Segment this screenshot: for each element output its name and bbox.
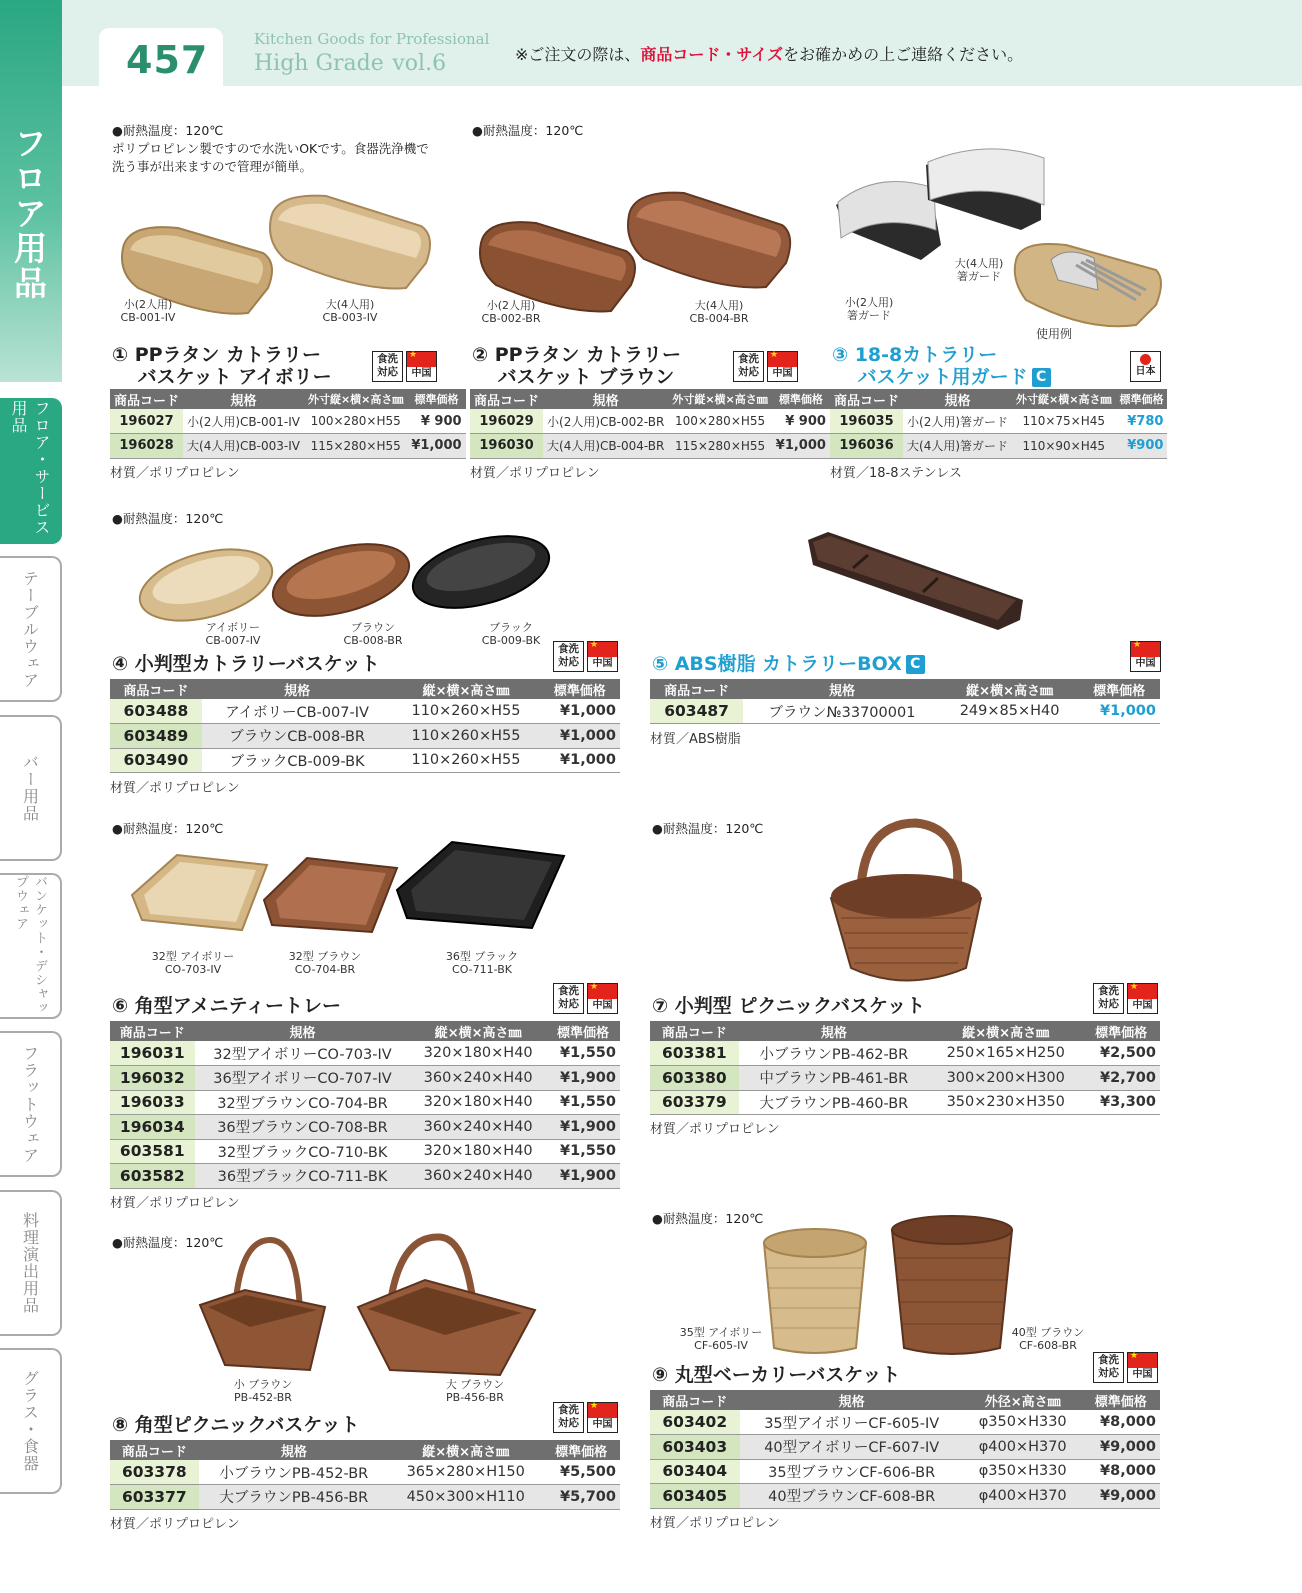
size: 100×280×H55	[668, 409, 771, 434]
price: ¥ 900	[407, 409, 465, 434]
japan-flag-icon	[1130, 351, 1161, 382]
price: ¥8,000	[1082, 1459, 1160, 1484]
product-4-note: ●耐熱温度：120℃	[112, 511, 224, 526]
table-row	[110, 748, 620, 773]
table-row	[650, 1459, 1160, 1484]
brand-vol: vol.6	[392, 51, 447, 76]
product-code: 603582	[110, 1164, 195, 1189]
origin-label: 中国	[592, 1000, 613, 1011]
col-price: 標準価格	[546, 1021, 620, 1041]
brand-subtitle: Kitchen Goods for Professional	[254, 30, 490, 48]
sidebar-tab-banquet[interactable]	[0, 873, 62, 1019]
col-code: 商品コード	[110, 1440, 199, 1460]
col-spec: 規格	[202, 679, 393, 699]
spec: ブラウン№33700001	[743, 699, 941, 724]
col-spec: 規格	[743, 679, 941, 699]
col-spec: 規格	[739, 1021, 929, 1041]
product-4-caption-ivory: アイボリー CB-007-IV	[205, 621, 261, 647]
col-code: 商品コード	[650, 1390, 740, 1410]
dishwasher-badge: 食洗 対応	[1093, 1352, 1124, 1383]
product-4-caption-black: ブラック CB-009-BK	[481, 621, 541, 647]
table-row	[110, 1066, 620, 1091]
product-1-caption-large: 大(4人用) CB-003-IV	[322, 298, 378, 324]
spec: 36型ブラウンCO-708-BR	[195, 1115, 411, 1140]
product-code: 603402	[650, 1410, 740, 1435]
size: 110×90×H45	[1012, 434, 1115, 459]
product-7-image	[826, 818, 986, 988]
table-row	[650, 1041, 1160, 1066]
spec: 36型アイボリーCO-707-IV	[195, 1066, 411, 1091]
table-row	[650, 1090, 1160, 1115]
page-number: 457	[126, 38, 209, 82]
product-code: 603490	[110, 748, 202, 773]
origin-label: 中国	[592, 658, 613, 669]
product-6-table	[110, 1021, 620, 1189]
col-spec: 規格	[183, 389, 304, 409]
product-7-note: ●耐熱温度：120℃	[652, 821, 764, 836]
spec: 36型ブラックCO-711-BK	[195, 1164, 411, 1189]
origin-label: 中国	[1132, 1000, 1153, 1011]
spec: 40型アイボリーCF-607-IV	[740, 1435, 964, 1460]
product-code: 603380	[650, 1066, 739, 1091]
product-3-material: 材質／18-8ステンレス	[830, 466, 962, 481]
sidebar-tab-label: グラス・食器	[20, 1370, 40, 1472]
product-code: 603405	[650, 1484, 740, 1509]
table-row	[110, 1041, 620, 1066]
dishwasher-badge: 食洗 対応	[553, 641, 584, 672]
product-5-image	[808, 530, 1028, 630]
price: ¥5,500	[542, 1460, 620, 1485]
product-6-image	[132, 840, 572, 950]
size: 110×75×H45	[1012, 409, 1115, 434]
spec: 32型ブラウンCO-704-BR	[195, 1090, 411, 1115]
brand-main: High Grade	[254, 51, 384, 76]
sidebar-tab-label: バンケット・デシャップウェア	[13, 875, 47, 1015]
price: ¥900	[1115, 434, 1167, 459]
col-spec: 規格	[543, 389, 668, 409]
product-code: 196029	[470, 409, 543, 434]
sidebar-category-title: フロア用品	[9, 126, 48, 301]
size: φ400×H370	[964, 1484, 1082, 1509]
product-7-material: 材質／ポリプロピレン	[650, 1122, 780, 1137]
product-1-title: ① PPラタン カトラリー バスケット アイボリー	[112, 344, 332, 388]
china-flag-icon	[1130, 641, 1161, 672]
size: 360×240×H40	[410, 1115, 545, 1140]
col-size: 縦×横×高さ㎜	[389, 1440, 542, 1460]
product-code: 196030	[470, 434, 543, 459]
spec: 小(2人用)CB-001-IV	[183, 409, 304, 434]
table-row	[830, 409, 1167, 434]
spec: ブラックCB-009-BK	[202, 748, 393, 773]
col-code: 商品コード	[650, 1021, 739, 1041]
price: ¥1,900	[546, 1066, 620, 1091]
price: ¥2,700	[1082, 1066, 1160, 1091]
dishwasher-badge: 食洗 対応	[372, 351, 403, 382]
product-6-caption-ivory: 32型 アイボリー CO-703-IV	[151, 950, 235, 976]
size: 115×280×H55	[304, 434, 407, 459]
sidebar-tab-bar[interactable]	[0, 715, 62, 861]
spec: アイボリーCB-007-IV	[202, 699, 393, 724]
product-6-badges	[553, 983, 618, 1014]
size: 110×260×H55	[392, 724, 539, 749]
size: 360×240×H40	[410, 1066, 545, 1091]
col-size: 縦×横×高さ㎜	[941, 679, 1079, 699]
china-flag-icon	[406, 351, 437, 382]
price: ¥1,000	[1078, 699, 1160, 724]
product-code: 196036	[830, 434, 903, 459]
product-2-title: ② PPラタン カトラリー バスケット ブラウン	[472, 344, 681, 388]
col-code: 商品コード	[830, 389, 903, 409]
product-8-note: ●耐熱温度：120℃	[112, 1235, 224, 1250]
spec: 35型ブラウンCF-606-BR	[740, 1459, 964, 1484]
sidebar-tab-presentation[interactable]	[0, 1190, 62, 1336]
col-price: 標準価格	[1082, 1021, 1160, 1041]
product-2-image	[476, 185, 806, 300]
sidebar-tab-label: フラットウェア	[20, 1044, 40, 1164]
table-row	[110, 1090, 620, 1115]
product-3-title-text: ③ 18-8カトラリー バスケット用ガード	[832, 344, 1028, 388]
price: ¥1,000	[772, 434, 830, 459]
spec: 中ブラウンPB-461-BR	[739, 1066, 929, 1091]
origin-label: 日本	[1135, 366, 1156, 377]
col-price: 標準価格	[1078, 679, 1160, 699]
table-row	[650, 699, 1160, 724]
dishwasher-badge: 食洗 対応	[553, 983, 584, 1014]
product-6-caption-brown: 32型 ブラウン CO-704-BR	[288, 950, 362, 976]
table-row	[110, 1115, 620, 1140]
col-price: 標準価格	[542, 1440, 620, 1460]
china-flag-icon	[1127, 983, 1158, 1014]
price: ¥3,300	[1082, 1090, 1160, 1115]
price: ¥ 900	[772, 409, 830, 434]
spec: 32型アイボリーCO-703-IV	[195, 1041, 411, 1066]
size: φ400×H370	[964, 1435, 1082, 1460]
size: 300×200×H300	[929, 1066, 1082, 1091]
origin-label: 中国	[772, 368, 793, 379]
price: ¥9,000	[1082, 1484, 1160, 1509]
table-row	[110, 434, 466, 459]
product-8-material: 材質／ポリプロピレン	[110, 1517, 240, 1532]
size: 450×300×H110	[389, 1485, 542, 1510]
product-3-caption-example: 使用例	[1035, 327, 1072, 341]
size: φ350×H330	[964, 1459, 1082, 1484]
col-code: 商品コード	[470, 389, 543, 409]
product-2-caption-large: 大(4人用) CB-004-BR	[689, 299, 749, 325]
col-size: 外径×高さ㎜	[964, 1390, 1082, 1410]
product-9-material: 材質／ポリプロピレン	[650, 1516, 780, 1531]
sidebar-tab-label: フロア・サービス用品	[9, 400, 51, 536]
product-8-title: ⑧ 角型ピクニックバスケット	[112, 1414, 360, 1436]
spec: 大(4人用)CB-003-IV	[183, 434, 304, 459]
origin-label: 中国	[411, 368, 432, 379]
price: ¥1,000	[540, 699, 620, 724]
price: ¥1,000	[407, 434, 465, 459]
spec: 小ブラウンPB-462-BR	[739, 1041, 929, 1066]
product-3-title	[832, 344, 1051, 388]
product-1-badges	[372, 351, 437, 382]
col-price: 標準価格	[1082, 1390, 1160, 1410]
brand-title	[254, 46, 446, 77]
col-price: 標準価格	[772, 389, 830, 409]
product-code: 603487	[650, 699, 743, 724]
spec: 小(2人用)CB-002-BR	[543, 409, 668, 434]
product-2-table	[470, 389, 830, 459]
product-code: 196027	[110, 409, 183, 434]
size: 110×260×H55	[392, 748, 539, 773]
size: 360×240×H40	[410, 1164, 545, 1189]
table-row	[650, 1410, 1160, 1435]
dishwasher-badge: 食洗 対応	[553, 1402, 584, 1433]
table-row	[110, 1485, 620, 1510]
order-notice	[515, 42, 1023, 65]
product-1-caption-small: 小(2人用) CB-001-IV	[120, 298, 176, 324]
product-code: 603404	[650, 1459, 740, 1484]
product-6-note: ●耐熱温度：120℃	[112, 821, 224, 836]
price: ¥780	[1115, 409, 1167, 434]
price: ¥1,000	[540, 724, 620, 749]
product-1-note: ●耐熱温度：120℃ ポリプロピレン製ですので水洗いOKです。食器洗浄機で 洗う事が出来ますので管理が簡単。	[112, 123, 429, 174]
product-6-title: ⑥ 角型アメニティートレー	[112, 995, 342, 1017]
product-4-image	[136, 530, 556, 630]
product-1-image	[118, 188, 438, 298]
product-3-caption-small: 小(2人用) 箸ガード	[844, 296, 894, 322]
product-3-caption-large: 大(4人用) 箸ガード	[954, 257, 1004, 283]
table-row	[470, 409, 830, 434]
table-row	[650, 1066, 1160, 1091]
product-5-table	[650, 679, 1160, 724]
col-code: 商品コード	[110, 679, 202, 699]
product-7-table	[650, 1021, 1160, 1115]
col-code: 商品コード	[110, 1021, 195, 1041]
col-spec: 規格	[195, 1021, 411, 1041]
size: 249×85×H40	[941, 699, 1079, 724]
spec: 小ブラウンPB-452-BR	[199, 1460, 389, 1485]
col-price: 標準価格	[407, 389, 465, 409]
sidebar-tab-glass[interactable]	[0, 1348, 62, 1494]
col-code: 商品コード	[110, 389, 183, 409]
price: ¥1,550	[546, 1041, 620, 1066]
product-2-material: 材質／ポリプロピレン	[470, 466, 600, 481]
spec: 35型アイボリーCF-605-IV	[740, 1410, 964, 1435]
size: 100×280×H55	[304, 409, 407, 434]
spec: 大ブラウンPB-456-BR	[199, 1485, 389, 1510]
sidebar-tab-tableware[interactable]	[0, 556, 62, 702]
product-3-table	[830, 389, 1167, 459]
sidebar-tab-label: 料理演出用品	[20, 1212, 40, 1314]
product-code: 603381	[650, 1041, 739, 1066]
sidebar-tab-flatware[interactable]	[0, 1031, 62, 1177]
notice-highlight: 商品コード・サイズ	[640, 45, 784, 64]
product-code: 196034	[110, 1115, 195, 1140]
product-code: 196031	[110, 1041, 195, 1066]
price: ¥9,000	[1082, 1435, 1160, 1460]
col-size: 縦×横×高さ㎜	[410, 1021, 545, 1041]
product-8-table	[110, 1440, 620, 1510]
product-8-badges	[553, 1402, 618, 1433]
col-size: 縦×横×高さ㎜	[929, 1021, 1082, 1041]
origin-label: 中国	[592, 1419, 613, 1430]
c-badge: C	[1032, 368, 1051, 387]
sidebar-tab-floor-service[interactable]	[0, 398, 62, 544]
product-7-title: ⑦ 小判型 ピクニックバスケット	[652, 995, 926, 1017]
price: ¥1,900	[546, 1115, 620, 1140]
c-badge: C	[906, 655, 925, 674]
china-flag-icon	[587, 983, 618, 1014]
product-code: 196028	[110, 434, 183, 459]
product-5-badges	[1130, 641, 1161, 672]
spec: 40型ブラウンCF-608-BR	[740, 1484, 964, 1509]
size: 110×260×H55	[392, 699, 539, 724]
product-1-material: 材質／ポリプロピレン	[110, 466, 240, 481]
product-9-title: ⑨ 丸型ベーカリーバスケット	[652, 1364, 901, 1386]
size: 320×180×H40	[410, 1139, 545, 1164]
col-size: 縦×横×高さ㎜	[392, 679, 539, 699]
product-code: 196035	[830, 409, 903, 434]
product-9-caption-ivory: 35型 アイボリー CF-605-IV	[679, 1326, 763, 1352]
size: 365×280×H150	[389, 1460, 542, 1485]
sidebar-tab-label: バー用品	[20, 754, 40, 822]
price: ¥1,550	[546, 1139, 620, 1164]
price: ¥8,000	[1082, 1410, 1160, 1435]
product-9-caption-brown: 40型 ブラウン CF-608-BR	[1011, 1326, 1085, 1352]
sidebar-tab-label: テーブルウェア	[20, 569, 40, 689]
table-row	[650, 1484, 1160, 1509]
col-spec: 規格	[199, 1440, 389, 1460]
product-code: 603378	[110, 1460, 199, 1485]
product-8-caption-small: 小 ブラウン PB-452-BR	[233, 1378, 293, 1404]
product-8-caption-large: 大 ブラウン PB-456-BR	[445, 1378, 505, 1404]
product-4-material: 材質／ポリプロピレン	[110, 781, 240, 796]
table-row	[110, 409, 466, 434]
product-1-table	[110, 389, 466, 459]
table-row	[830, 434, 1167, 459]
size: 250×165×H250	[929, 1041, 1082, 1066]
china-flag-icon	[587, 641, 618, 672]
col-price: 標準価格	[540, 679, 620, 699]
product-9-table	[650, 1390, 1160, 1509]
dishwasher-badge: 食洗 対応	[1093, 983, 1124, 1014]
product-code: 603489	[110, 724, 202, 749]
product-4-title: ④ 小判型カトラリーバスケット	[112, 653, 380, 675]
product-3-badges	[1130, 351, 1161, 382]
col-code: 商品コード	[650, 679, 743, 699]
price: ¥1,550	[546, 1090, 620, 1115]
product-6-caption-black: 36型 ブラック CO-711-BK	[445, 950, 519, 976]
col-spec: 規格	[740, 1390, 964, 1410]
product-8-image	[200, 1235, 540, 1380]
col-size: 外寸縦×横×高さ㎜	[304, 389, 407, 409]
china-flag-icon	[767, 351, 798, 382]
product-9-badges	[1093, 1352, 1158, 1383]
col-size: 外寸縦×横×高さ㎜	[1012, 389, 1115, 409]
origin-label: 中国	[1135, 658, 1156, 669]
origin-label: 中国	[1132, 1369, 1153, 1380]
col-size: 外寸縦×横×高さ㎜	[668, 389, 771, 409]
product-9-note: ●耐熱温度：120℃	[652, 1211, 764, 1226]
col-spec: 規格	[903, 389, 1012, 409]
size: 320×180×H40	[410, 1041, 545, 1066]
size: 320×180×H40	[410, 1090, 545, 1115]
product-5-title-text: ⑤ ABS樹脂 カトラリーBOX	[652, 653, 902, 675]
product-4-table	[110, 679, 620, 773]
product-code: 603488	[110, 699, 202, 724]
spec: 大(4人用)CB-004-BR	[543, 434, 668, 459]
spec: 大(4人用)箸ガード	[903, 434, 1012, 459]
product-code: 603403	[650, 1435, 740, 1460]
product-2-badges	[733, 351, 798, 382]
spec: 大ブラウンPB-460-BR	[739, 1090, 929, 1115]
product-code: 196032	[110, 1066, 195, 1091]
product-2-caption-small: 小(2人用) CB-002-BR	[481, 299, 541, 325]
product-code: 603379	[650, 1090, 739, 1115]
table-row	[650, 1435, 1160, 1460]
col-price: 標準価格	[1115, 389, 1167, 409]
size: 115×280×H55	[668, 434, 771, 459]
spec: ブラウンCB-008-BR	[202, 724, 393, 749]
price: ¥1,000	[540, 748, 620, 773]
price: ¥1,900	[546, 1164, 620, 1189]
price: ¥2,500	[1082, 1041, 1160, 1066]
spec: 小(2人用)箸ガード	[903, 409, 1012, 434]
size: φ350×H330	[964, 1410, 1082, 1435]
table-row	[110, 1139, 620, 1164]
size: 350×230×H350	[929, 1090, 1082, 1115]
product-7-badges	[1093, 983, 1158, 1014]
table-row	[470, 434, 830, 459]
product-code: 196033	[110, 1090, 195, 1115]
notice-suffix: をお確かめの上ご連絡ください。	[783, 45, 1024, 64]
notice-prefix: ※ご注文の際は、	[515, 45, 641, 64]
table-row	[110, 699, 620, 724]
product-4-caption-brown: ブラウン CB-008-BR	[343, 621, 403, 647]
table-row	[110, 724, 620, 749]
table-row	[110, 1164, 620, 1189]
price: ¥5,700	[542, 1485, 620, 1510]
product-5-title	[652, 653, 925, 675]
product-9-image	[760, 1218, 1020, 1358]
china-flag-icon	[587, 1402, 618, 1433]
product-code: 603581	[110, 1139, 195, 1164]
product-5-material: 材質／ABS樹脂	[650, 732, 741, 747]
product-4-badges	[553, 641, 618, 672]
product-6-material: 材質／ポリプロピレン	[110, 1196, 240, 1211]
spec: 32型ブラックCO-710-BK	[195, 1139, 411, 1164]
china-flag-icon	[1127, 1352, 1158, 1383]
product-2-note: ●耐熱温度：120℃	[472, 123, 584, 138]
product-code: 603377	[110, 1485, 199, 1510]
dishwasher-badge: 食洗 対応	[733, 351, 764, 382]
table-row	[110, 1460, 620, 1485]
